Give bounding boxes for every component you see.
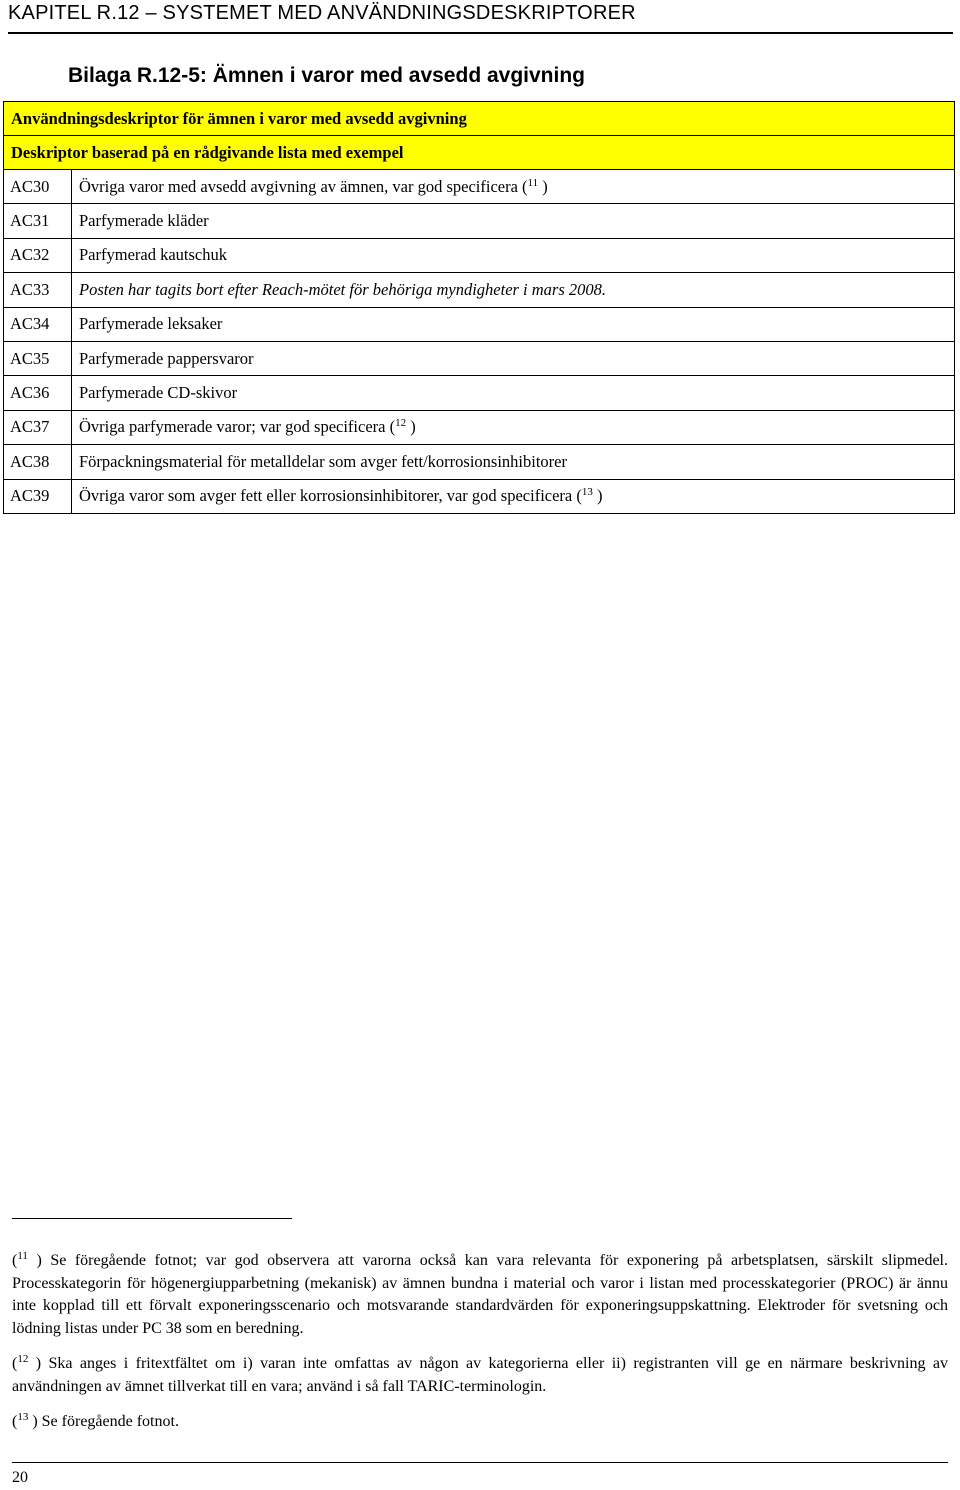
row-code: AC35 <box>4 341 72 375</box>
footnote: ($^{11}$ ) Se föregående fotnot; var god observera att varorna också kan vara relevanta för exponering på arbetsplatsen, särskilt slipmedel. Processkategorin för högenergiupparbetning (mekanisk) av ämnen bundna i material och varor i listan med processkategorier (PROC) är ännu inte kopplad till ett förvalt exponeringsscenario och motsvarande standardvärden för exponeringsuppskattning. Elektroder för svetsning och lödning listas under PC 38 som en beredning. <box>12 1250 948 1337</box>
page-footer-rule <box>12 1462 948 1463</box>
chapter-header: KAPITEL R.12 – SYSTEMET MED ANVÄNDNINGSDESKRIPTORER <box>8 2 636 24</box>
footnote-separator <box>12 1218 292 1219</box>
annex-title: Bilaga R.12-5: Ämnen i varor med avsedd avgivning <box>68 64 585 87</box>
footnote-ref: 11 <box>527 176 539 189</box>
page-number: 20 <box>12 1469 28 1486</box>
row-description: Parfymerade leksaker <box>72 307 955 341</box>
table-subheader-basis: Deskriptor baserad på en rådgivande lista med exempel <box>4 136 955 170</box>
table-header-descriptor: Användningsdeskriptor för ämnen i varor med avsedd avgivning <box>4 102 955 136</box>
footnote-number: 13 <box>17 1411 29 1423</box>
descriptor-table <box>3 101 955 514</box>
footnote: ($^{12}$ ) Ska anges i fritextfältet om i) varan inte omfattas av någon av kategorierna eller ii) registranten vill ge en närmare beskrivning av användningen av ämnet tillverkat till en vara; använd i så fall TARIC-terminologin. <box>12 1353 948 1395</box>
footnote-ref: 12 <box>395 417 407 430</box>
table-header-row <box>4 102 955 136</box>
row-code: AC38 <box>4 445 72 479</box>
row-code: AC36 <box>4 376 72 410</box>
table-row <box>4 273 955 307</box>
row-code: AC30 <box>4 170 72 204</box>
row-code: AC39 <box>4 479 72 513</box>
table-row <box>4 170 955 204</box>
footnotes <box>12 1250 948 1447</box>
footnote-number: 11 <box>17 1250 28 1262</box>
header-rule <box>8 32 953 34</box>
row-description: Parfymerade kläder <box>72 204 955 238</box>
table-row <box>4 341 955 375</box>
row-code: AC34 <box>4 307 72 341</box>
table-row <box>4 410 955 444</box>
row-description: Förpackningsmaterial för metalldelar som avger fett/korrosionsinhibitorer <box>72 445 955 479</box>
table-row <box>4 376 955 410</box>
footnote-number: 12 <box>17 1353 29 1365</box>
row-code: AC33 <box>4 273 72 307</box>
row-description: Parfymerade CD-skivor <box>72 376 955 410</box>
table-row <box>4 479 955 513</box>
table-row <box>4 307 955 341</box>
table-subheader-row <box>4 136 955 170</box>
table-row <box>4 445 955 479</box>
footnote-ref: 13 <box>581 486 593 499</box>
row-description-removed: Posten har tagits bort efter Reach-mötet för behöriga myndigheter i mars 2008. <box>72 273 955 307</box>
row-code: AC31 <box>4 204 72 238</box>
row-code: AC37 <box>4 410 72 444</box>
row-code: AC32 <box>4 238 72 272</box>
table-row <box>4 204 955 238</box>
row-description: Parfymerade pappersvaror <box>72 341 955 375</box>
row-description: Övriga parfymerade varor; var god specificera ($^{12}$ ) <box>72 410 955 444</box>
row-description: Övriga varor med avsedd avgivning av ämnen, var god specificera ($^{11}$ ) <box>72 170 955 204</box>
row-description: Övriga varor som avger fett eller korrosionsinhibitorer, var god specificera ($^{13}$ ) <box>72 479 955 513</box>
footnote: ($^{13}$ ) Se föregående fotnot. <box>12 1411 179 1430</box>
row-description: Parfymerad kautschuk <box>72 238 955 272</box>
table-row <box>4 238 955 272</box>
